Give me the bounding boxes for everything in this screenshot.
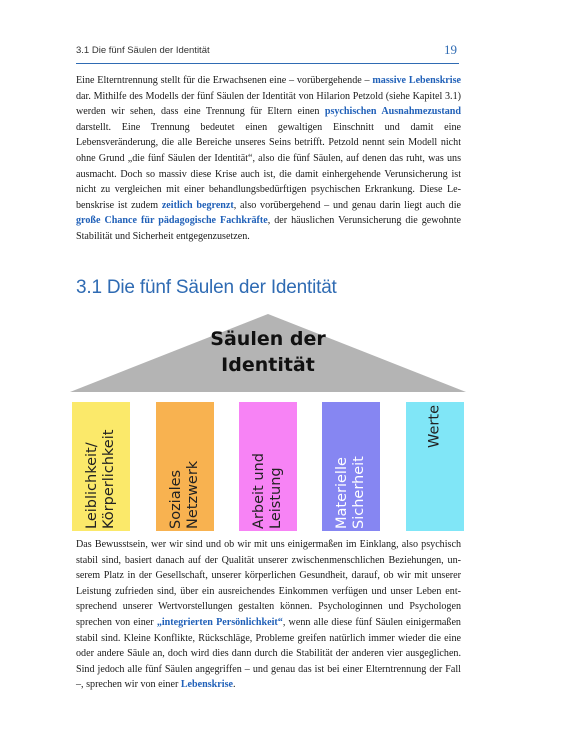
pillar xyxy=(406,402,464,531)
text-run: Das Bewusstsein, wer wir sind und ob wir mit uns einigermaßen im Einklang, also psychisch stabil sind, basiert danach auf der Qualität unserer zwischenmenschlichen Beziehungen, unserem Platz in der Gesellschaft, unserer körperlichen Gesundheit, darauf, ob wir mit unserer Leistung zufrieden sind, über ein ausreichendes Einkommen verfügen und unser Leben entsprechend unserer Wertvorstellungen gestalten können. Psychologinnen und Psychologen sprechen von einer xyxy=(76,539,461,628)
paragraph-intro xyxy=(76,73,461,245)
pillar-label: Materielle Sicherheit xyxy=(334,455,367,529)
pillar xyxy=(239,402,297,531)
text-run: , also vorübergehend – und genau darin liegt auch die xyxy=(233,199,461,211)
highlighted-term: psychischen Ausnahmezustand xyxy=(324,106,461,118)
highlighted-term: „integrierten Persönlichkeit“ xyxy=(156,616,283,628)
highlighted-term: zeitlich begrenzt xyxy=(161,199,234,211)
pillar-label: Werte xyxy=(426,404,443,448)
pillar-label: Soziales Netzwerk xyxy=(168,460,201,529)
text-run: , wenn alle diese fünf Säulen einigermaßen stabil sind. Kleine Konflikte, Rückschläge, Probleme greifen natürlich immer wieder die eine oder andere Säule an, doch wird dies dann durch die Stabilität der anderen vier ausgeglichen. Sind jedoch alle fünf Säulen angegriffen – und genau das ist bei einer Elterntrennung der Fall –, sprechen wir von einer xyxy=(76,616,461,691)
text-run: . xyxy=(232,679,236,691)
identity-pillars-diagram xyxy=(70,310,466,532)
page-number: 19 xyxy=(444,42,457,57)
running-head-section: 3.1 Die fünf Säulen der Identität xyxy=(76,45,210,56)
highlighted-term: massive Lebenskrise xyxy=(372,75,461,86)
text-run: , der häuslichen Verunsicherung die gewohnte Stabilität und Sicherheit entgegenzusetzen. xyxy=(76,215,462,242)
pillar-label: Leiblichkeit/ Körperlichkeit xyxy=(84,429,117,529)
section-heading: 3.1 Die fünf Säulen der Identität xyxy=(76,277,337,298)
paragraph-explanation xyxy=(76,537,461,693)
running-head xyxy=(76,43,459,64)
text-run: darstellt. Eine Trennung bedeutet einen gewaltigen Einschnitt und damit eine Lebensveränderung, die alle Bereiche unseres Seins betrifft. Petzold nennt sein Modell nicht ohne Grund „die fünf Säulen der Identität“, also die fünf Säulen, auf denen das ruht, was uns ausmacht. Doch so massiv diese Krise auch ist, die damit einhergehende Verunsicherung ist nicht zu vergleichen mit einer behandlungsbedürftigen psychischen Erkrankung. Diese Lebenskrise ist zudem xyxy=(76,121,461,211)
text-run: Eine Elterntrennung stellt für die Erwachsenen eine – vorübergehende – xyxy=(76,75,373,86)
roof-title: Säulen der Identität xyxy=(210,328,326,376)
pillar-label: Arbeit und Leistung xyxy=(251,452,284,529)
pillar xyxy=(322,402,380,531)
pillar xyxy=(72,402,130,531)
pillar xyxy=(156,402,214,531)
text-run: dar. Mithilfe des Modells der fünf Säulen der Identität von Hilarion Petzold (siehe Kapitel 3.1) werden wir sehen, dass eine Trennung für Eltern einen xyxy=(76,90,461,118)
highlighted-term: große Chance für pädagogische Fachkräfte xyxy=(76,215,268,227)
highlighted-term: Lebenskrise xyxy=(180,679,233,691)
